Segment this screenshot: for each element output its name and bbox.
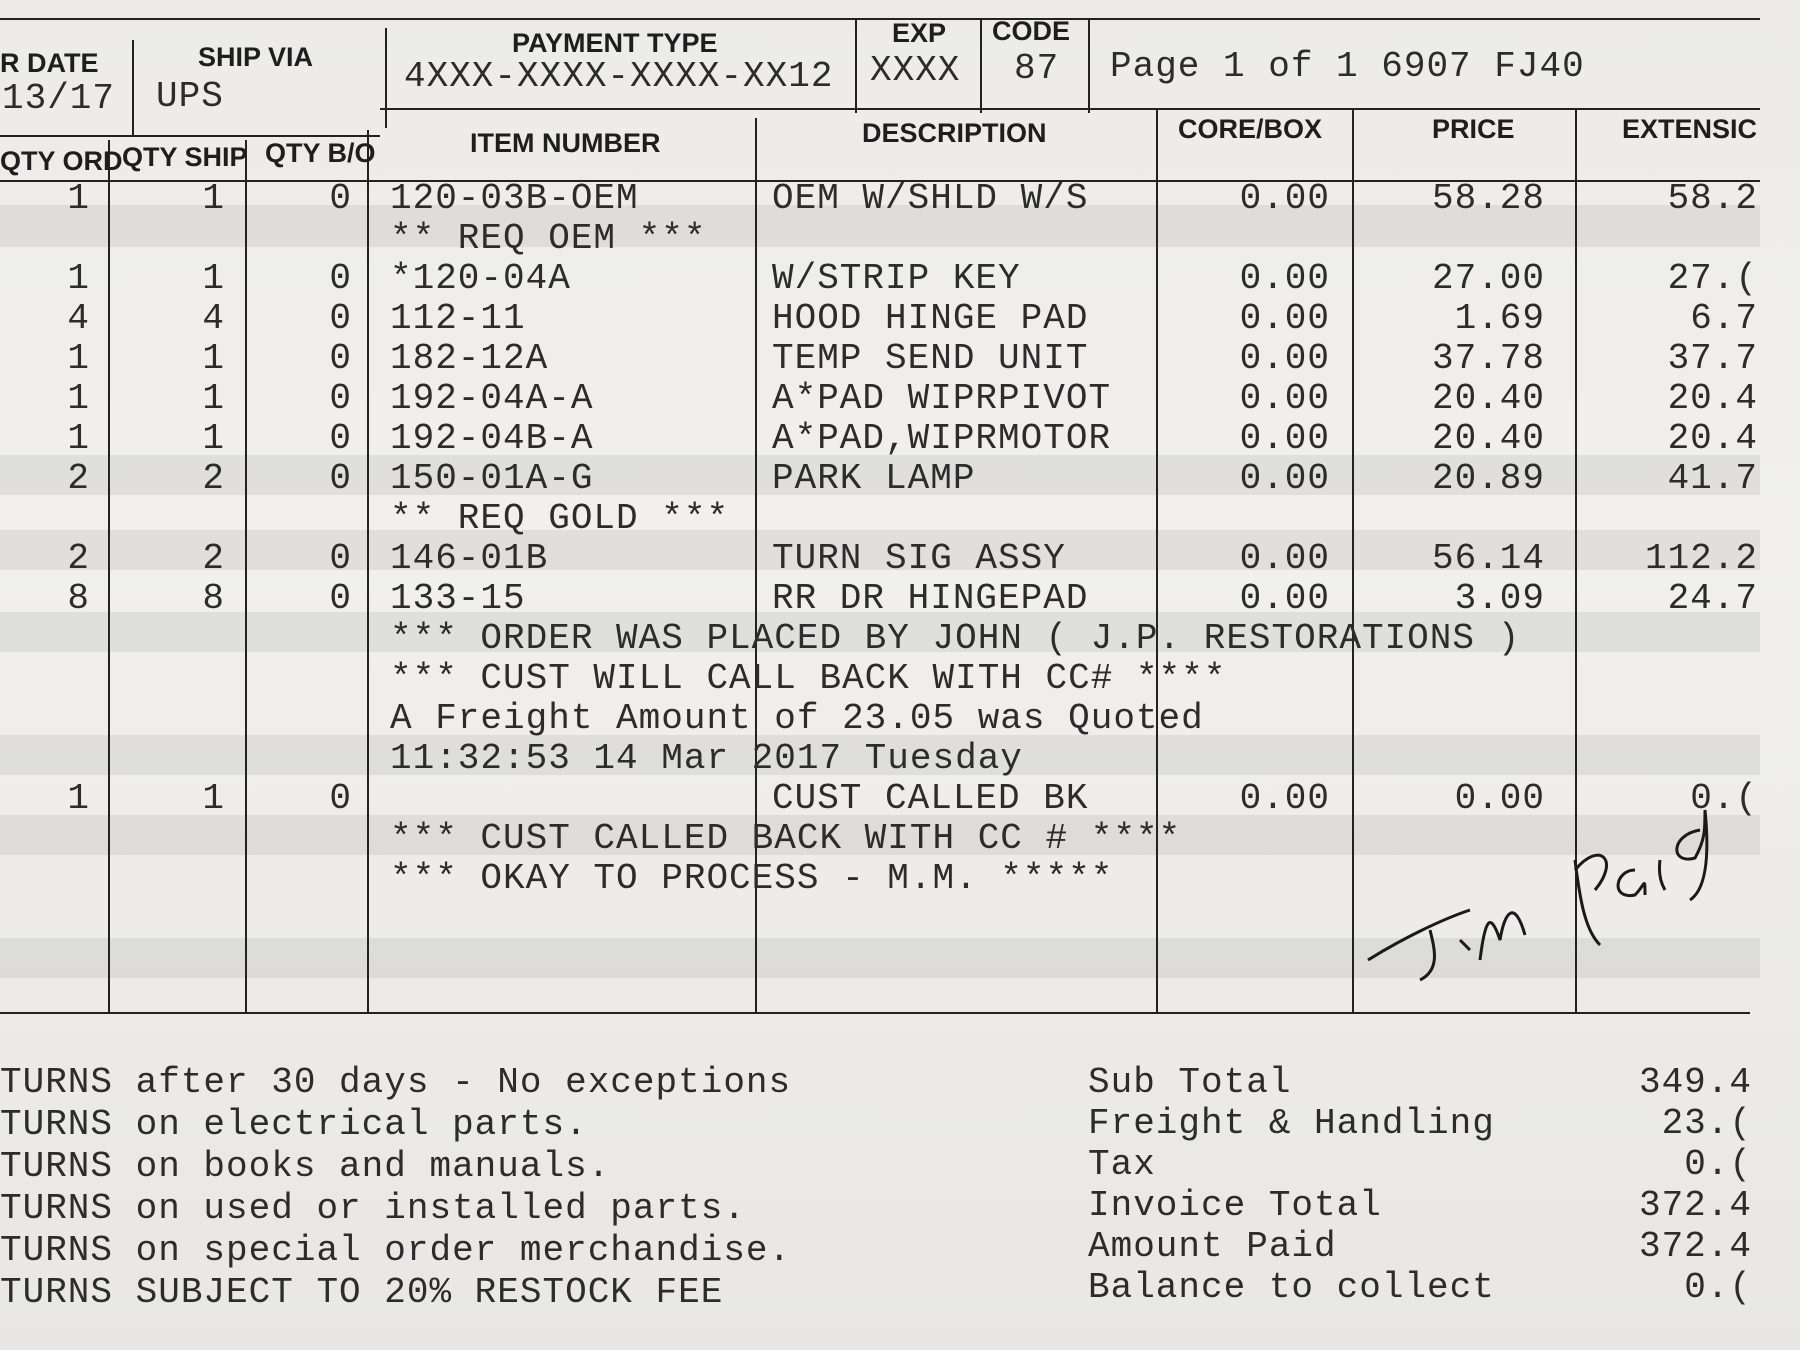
total-label: Amount Paid xyxy=(1088,1226,1337,1267)
table-bottom-line xyxy=(0,1012,1750,1014)
row-item: A Freight Amount of 23.05 was Quoted xyxy=(390,698,1204,739)
row-item: 150-01A-G xyxy=(390,458,594,499)
row-desc: OEM W/SHLD W/S xyxy=(772,178,1089,219)
row-price: 20.40 xyxy=(1431,378,1545,419)
row-price: 1.69 xyxy=(1454,298,1545,339)
code-label: CODE xyxy=(992,16,1071,46)
row-ext: 6.7 xyxy=(1690,298,1758,339)
exp-value: XXXX xyxy=(870,50,961,91)
row-ext: 41.7 xyxy=(1667,458,1758,499)
row-core: 0.00 xyxy=(1239,338,1330,379)
divider xyxy=(108,140,110,1012)
row-core: 0.00 xyxy=(1239,258,1330,299)
row-ext: 112.2 xyxy=(1644,538,1758,579)
row-item: 11:32:53 14 Mar 2017 Tuesday xyxy=(390,738,1023,779)
row-price: 3.09 xyxy=(1454,578,1545,619)
row-item: ** REQ OEM *** xyxy=(390,218,707,259)
row-core: 0.00 xyxy=(1239,178,1330,219)
row-item: *120-04A xyxy=(390,258,571,299)
ship-via-label: SHIP VIA xyxy=(198,42,314,72)
row-core: 0.00 xyxy=(1239,378,1330,419)
row-core: 0.00 xyxy=(1239,778,1330,819)
row-ship: 1 xyxy=(202,778,225,819)
row-ord: 1 xyxy=(67,178,90,219)
divider xyxy=(1088,18,1090,113)
total-value: 372.4 xyxy=(1638,1185,1752,1226)
payment-type-value: 4XXX-XXXX-XXXX-XX12 xyxy=(404,56,834,97)
row-item: 133-15 xyxy=(390,578,526,619)
row-core: 0.00 xyxy=(1239,538,1330,579)
row-ship: 2 xyxy=(202,538,225,579)
row-ship: 1 xyxy=(202,258,225,299)
row-item: 192-04B-A xyxy=(390,418,594,459)
row-core: 0.00 xyxy=(1239,418,1330,459)
row-bo: 0 xyxy=(329,378,352,419)
row-ext: 0.( xyxy=(1690,778,1758,819)
total-label: Invoice Total xyxy=(1088,1185,1382,1226)
row-bo: 0 xyxy=(329,338,352,379)
row-desc: A*PAD,WIPRMOTOR xyxy=(772,418,1112,459)
row-ord: 1 xyxy=(67,338,90,379)
header-top-line xyxy=(0,18,1760,20)
row-ord: 1 xyxy=(67,778,90,819)
row-core: 0.00 xyxy=(1239,298,1330,339)
row-core: 0.00 xyxy=(1239,578,1330,619)
row-price: 37.78 xyxy=(1431,338,1545,379)
col-extension: EXTENSIC xyxy=(1622,114,1758,144)
row-item: 120-03B-OEM xyxy=(390,178,639,219)
row-price: 20.40 xyxy=(1431,418,1545,459)
row-item: ** REQ GOLD *** xyxy=(390,498,730,539)
order-date-value: 13/17 xyxy=(2,78,116,119)
row-core: 0.00 xyxy=(1239,458,1330,499)
row-price: 0.00 xyxy=(1454,778,1545,819)
divider xyxy=(980,18,982,113)
row-bo: 0 xyxy=(329,578,352,619)
row-ord: 1 xyxy=(67,258,90,299)
row-item: 112-11 xyxy=(390,298,526,339)
row-desc: A*PAD WIPRPIVOT xyxy=(772,378,1112,419)
row-item: 192-04A-A xyxy=(390,378,594,419)
row-price: 27.00 xyxy=(1431,258,1545,299)
total-label: Sub Total xyxy=(1088,1062,1292,1103)
col-item-number: ITEM NUMBER xyxy=(470,128,661,158)
row-ord: 4 xyxy=(67,298,90,339)
row-bo: 0 xyxy=(329,778,352,819)
total-label: Tax xyxy=(1088,1144,1156,1185)
row-bo: 0 xyxy=(329,258,352,299)
payment-type-label: PAYMENT TYPE xyxy=(512,28,718,58)
row-bo: 0 xyxy=(329,418,352,459)
total-label: Freight & Handling xyxy=(1088,1103,1495,1144)
row-price: 20.89 xyxy=(1431,458,1545,499)
row-ext: 58.2 xyxy=(1667,178,1758,219)
row-ext: 24.7 xyxy=(1667,578,1758,619)
total-value: 372.4 xyxy=(1638,1226,1752,1267)
row-ship: 1 xyxy=(202,338,225,379)
exp-label: EXP xyxy=(892,18,947,48)
row-bo: 0 xyxy=(329,178,352,219)
row-desc: HOOD HINGE PAD xyxy=(772,298,1089,339)
row-ext: 27.( xyxy=(1667,258,1758,299)
col-core-box: CORE/BOX xyxy=(1178,114,1323,144)
policy-line: TURNS on used or installed parts. xyxy=(0,1188,746,1229)
row-ord: 8 xyxy=(67,578,90,619)
row-desc: TURN SIG ASSY xyxy=(772,538,1066,579)
divider xyxy=(132,40,134,135)
row-item: *** CUST CALLED BACK WITH CC # **** xyxy=(390,818,1182,859)
row-ext: 20.4 xyxy=(1667,378,1758,419)
col-qty-ship: QTY SHIP xyxy=(122,142,248,172)
divider xyxy=(1352,108,1354,1012)
total-value: 23.( xyxy=(1661,1103,1752,1144)
total-label: Balance to collect xyxy=(1088,1267,1495,1308)
row-ord: 1 xyxy=(67,418,90,459)
header-mid-line xyxy=(380,108,1760,110)
row-bo: 0 xyxy=(329,298,352,339)
row-item: *** ORDER WAS PLACED BY JOHN ( J.P. RESTORATIONS ) xyxy=(390,618,1521,659)
row-bo: 0 xyxy=(329,538,352,579)
policy-line: TURNS after 30 days - No exceptions xyxy=(0,1062,792,1103)
row-item: *** OKAY TO PROCESS - M.M. ***** xyxy=(390,858,1114,899)
row-ship: 1 xyxy=(202,378,225,419)
row-item: 182-12A xyxy=(390,338,549,379)
col-qty-bo: QTY B/O xyxy=(265,138,376,168)
row-ship: 1 xyxy=(202,178,225,219)
policy-line: TURNS on electrical parts. xyxy=(0,1104,588,1145)
total-value: 0.( xyxy=(1684,1267,1752,1308)
ship-via-value: UPS xyxy=(156,76,224,117)
col-qty-ord: QTY ORD xyxy=(0,146,123,176)
row-ext: 37.7 xyxy=(1667,338,1758,379)
divider xyxy=(367,130,369,1012)
col-description: DESCRIPTION xyxy=(862,118,1047,148)
total-value: 0.( xyxy=(1684,1144,1752,1185)
row-item: *** CUST WILL CALL BACK WITH CC# **** xyxy=(390,658,1227,699)
row-ship: 2 xyxy=(202,458,225,499)
handwritten-note xyxy=(1360,800,1760,1000)
col-price: PRICE xyxy=(1432,114,1515,144)
order-date-label: R DATE xyxy=(0,48,99,78)
row-desc: TEMP SEND UNIT xyxy=(772,338,1089,379)
row-desc: PARK LAMP xyxy=(772,458,976,499)
policy-line: TURNS SUBJECT TO 20% RESTOCK FEE xyxy=(0,1272,724,1313)
row-ship: 1 xyxy=(202,418,225,459)
divider xyxy=(245,140,247,1012)
row-ord: 2 xyxy=(67,458,90,499)
divider xyxy=(1156,108,1158,1012)
total-value: 349.4 xyxy=(1638,1062,1752,1103)
row-item: 146-01B xyxy=(390,538,549,579)
row-ext: 20.4 xyxy=(1667,418,1758,459)
divider xyxy=(855,18,857,113)
policy-line: TURNS on special order merchandise. xyxy=(0,1230,792,1271)
page-info: Page 1 of 1 6907 FJ40 xyxy=(1110,46,1585,87)
row-ship: 8 xyxy=(202,578,225,619)
divider xyxy=(385,28,387,128)
row-desc: W/STRIP KEY xyxy=(772,258,1021,299)
row-ord: 2 xyxy=(67,538,90,579)
row-ship: 4 xyxy=(202,298,225,339)
header-left-line xyxy=(0,135,380,137)
row-price: 58.28 xyxy=(1431,178,1545,219)
policy-line: TURNS on books and manuals. xyxy=(0,1146,611,1187)
row-desc: RR DR HINGEPAD xyxy=(772,578,1089,619)
row-desc: CUST CALLED BK xyxy=(772,778,1089,819)
row-bo: 0 xyxy=(329,458,352,499)
row-ord: 1 xyxy=(67,378,90,419)
row-price: 56.14 xyxy=(1431,538,1545,579)
code-value: 87 xyxy=(1014,48,1060,89)
